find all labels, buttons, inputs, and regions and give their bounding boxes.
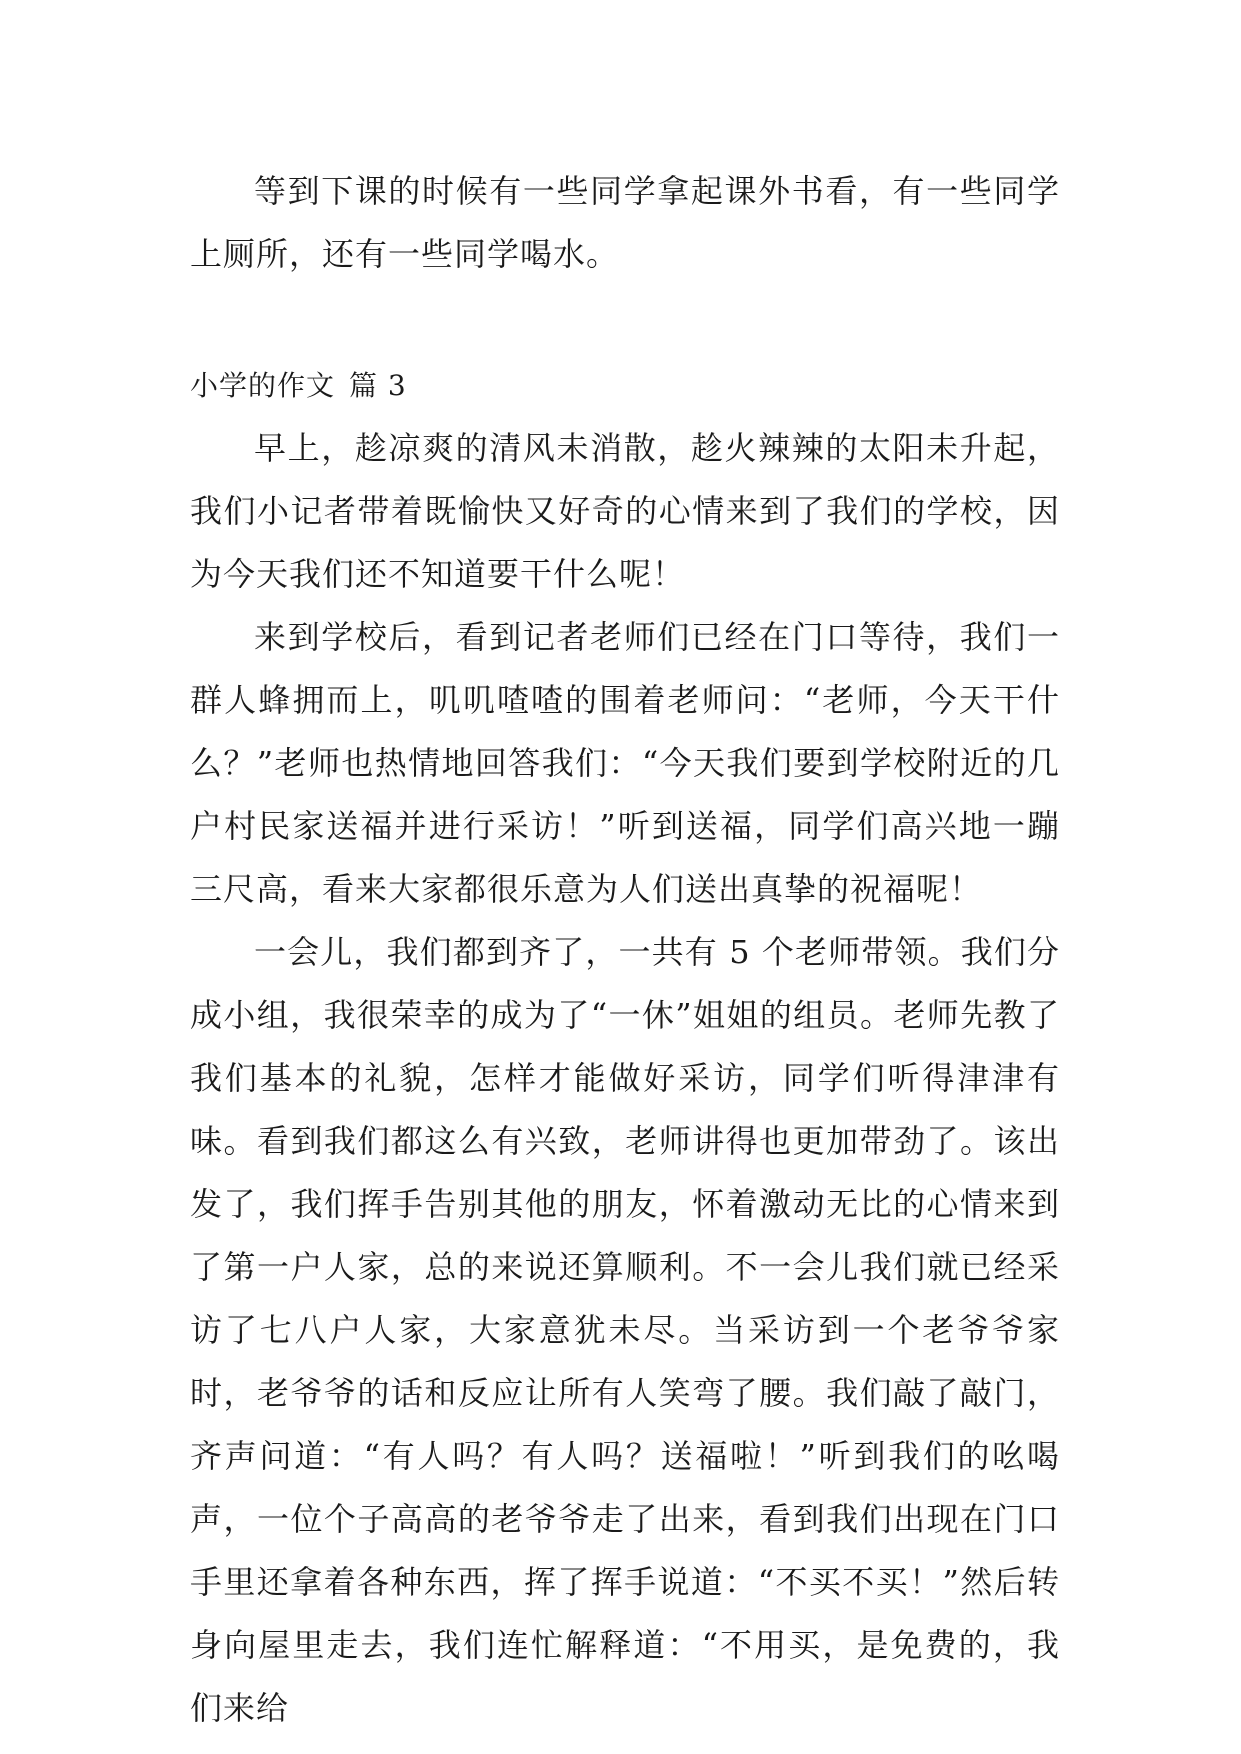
section-heading bbox=[190, 354, 1060, 417]
paragraph-2: 来到学校后，看到记者老师们已经在门口等待，我们一群人蜂拥而上，叽叽喳喳的围着老师问：“老师，今天干什么？”老师也热情地回答我们：“今天我们要到学校附近的几户村民家送福并进行采访！”听到送福，同学们高兴地一蹦三尺高，看来大家都很乐意为人们送出真挚的祝福呢！ bbox=[190, 618, 1060, 908]
paragraph-3: 一会儿，我们都到齐了，一共有 5 个老师带领。我们分成小组，我很荣幸的成为了“一休”姐姐的组员。老师先教了我们基本的礼貌，怎样才能做好采访，同学们听得津津有味。看到我们都这么有兴致，老师讲得也更加带劲了。该出发了，我们挥手告别其他的朋友，怀着激动无比的心情来到了第一户人家，总的来说还算顺利。不一会儿我们就已经采访了七八户人家，大家意犹未尽。当采访到一个老爷爷家时，老爷爷的话和反应让所有人笑弯了腰。我们敲了敲门，齐声问道：“有人吗？有人吗？送福啦！”听到我们的吆喝声，一位个子高高的老爷爷走了出来，看到我们出现在门口手里还拿着各种东西，挥了挥手说道：“不买不买！”然后转身向屋里走去，我们连忙解释道：“不用买，是免费的，我们来给 bbox=[190, 933, 1060, 1727]
document-body bbox=[190, 160, 1060, 1740]
paragraph-intro: 等到下课的时候有一些同学拿起课外书看，有一些同学上厕所，还有一些同学喝水。 bbox=[190, 172, 1060, 273]
section-number: 篇 3 bbox=[349, 369, 407, 402]
paragraph-1: 早上，趁凉爽的清风未消散，趁火辣辣的太阳未升起，我们小记者带着既愉快又好奇的心情来到了我们的学校，因为今天我们还不知道要干什么呢！ bbox=[190, 429, 1060, 593]
section-title: 小学的作文 bbox=[190, 369, 336, 402]
